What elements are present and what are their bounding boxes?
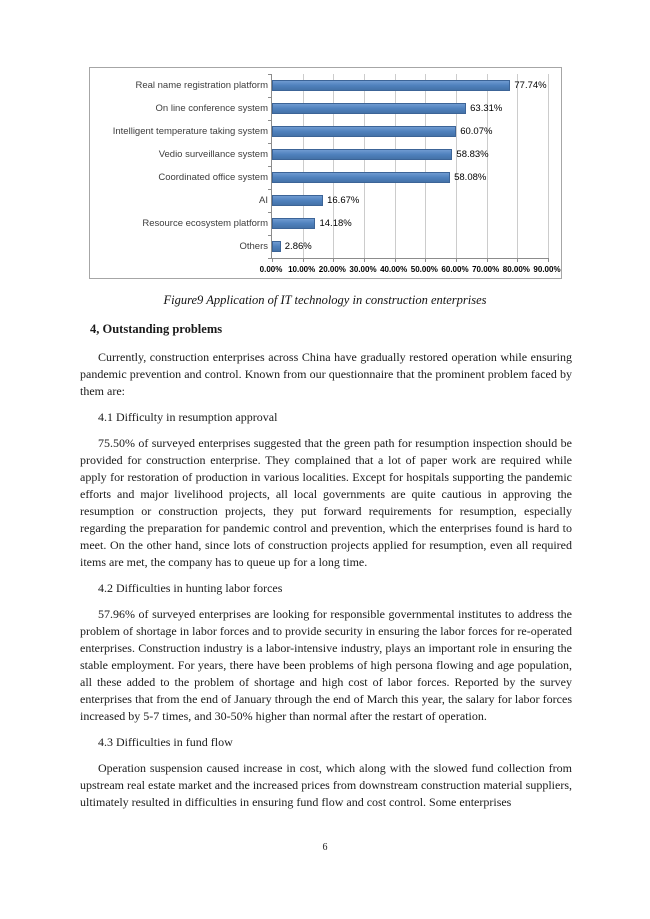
chart-category-axis [94,74,268,258]
x-axis-tick [395,258,396,262]
x-axis-tick-label: 20.00% [318,265,346,274]
category-label: Real name registration platform [135,80,268,91]
subsection-paragraph: 75.50% of surveyed enterprises suggested that the green path for resumption inspection should be provided for construction enterprise. They complained that a lot of paper work are required while apply for restoration of production in various localities. Except for hospitals supporting the pandemic efforts and major livelihood projects, all local governments are quite cautious in approving the resumption or construction projects, they put forward requirements for resumption, especially regarding the preparation for pandemic control and prevention, which the enterprises found is hard to meet. On the other hand, since lots of construction projects applied for resumption, even all required items are met, the company has to queue up for a long time. [80,436,572,569]
category-label: On line conference system [155,103,268,114]
bar-chart-figure9 [89,67,562,279]
x-axis-tick [487,258,488,262]
chart-bar [272,195,323,206]
x-axis-tick-label: 10.00% [288,265,316,274]
x-axis-tick [364,258,365,262]
y-axis-tick [268,212,272,213]
chart-bar-row [272,235,548,258]
category-label: Coordinated office system [158,172,268,183]
chart-bar [272,241,281,252]
subsection-heading: 4.3 Difficulties in fund flow [98,735,233,749]
x-axis-tick-label: 80.00% [502,265,530,274]
bar-value-label: 77.74% [514,80,547,91]
y-axis-tick [268,143,272,144]
x-axis-tick [333,258,334,262]
chart-bar [272,126,456,137]
x-axis-tick [272,258,273,262]
document-body [80,322,572,820]
x-axis-tick [517,258,518,262]
y-axis-tick [268,120,272,121]
y-axis-tick [268,97,272,98]
chart-bar [272,149,452,160]
x-axis-tick [456,258,457,262]
chart-bar-row [272,97,548,120]
chart-bar [272,218,315,229]
x-axis-tick-label: 60.00% [441,265,469,274]
x-axis-tick-label: 40.00% [380,265,408,274]
bar-value-label: 2.86% [284,241,312,252]
subsections [80,409,572,811]
category-label: Intelligent temperature taking system [112,126,268,137]
y-axis-tick [268,189,272,190]
bar-value-label: 16.67% [327,195,360,206]
y-axis-tick [268,166,272,167]
x-axis-tick-label: 30.00% [349,265,377,274]
section-heading: 4, Outstanding problems [90,322,223,336]
x-axis-tick-label: 50.00% [410,265,438,274]
category-label: Resource ecosystem platform [142,218,268,229]
chart-bars [272,74,548,258]
chart-bar [272,80,510,91]
chart-gridline [548,74,549,258]
chart-bar-row [272,74,548,97]
subsection-heading: 4.1 Difficulty in resumption approval [98,410,278,424]
bar-value-label: 63.31% [470,103,503,114]
chart-x-axis-labels [259,265,561,277]
chart-bar-row [272,120,548,143]
chart-bar [272,103,466,114]
bar-value-label: 60.07% [460,126,493,137]
chart-bar-row [272,189,548,212]
category-label: AI [259,195,268,206]
chart-bar-row [272,143,548,166]
chart-plot-area [271,74,548,259]
x-axis-tick [303,258,304,262]
bar-value-label: 14.18% [319,218,352,229]
chart-bar-row [272,212,548,235]
x-axis-tick [425,258,426,262]
y-axis-tick [268,74,272,75]
chart-bar [272,172,450,183]
figure-caption: Figure9 Application of IT technology in construction enterprises [163,293,487,307]
category-label: Vedio surveillance system [158,149,268,160]
y-axis-tick [268,258,272,259]
category-label: Others [239,241,268,252]
page-number: 6 [322,842,328,853]
subsection-heading: 4.2 Difficulties in hunting labor forces [98,581,283,595]
intro-paragraph: Currently, construction enterprises across China have gradually restored operation while ensuring pandemic prevention and control. Known from our questionnaire that the prominent problem faced by them are: [80,350,572,398]
bar-value-label: 58.08% [454,172,487,183]
subsection-paragraph: Operation suspension caused increase in cost, which along with the slowed fund collection from upstream real estate market and the increased prices from downstream construction material suppliers, ultimately resulted in difficulties in ensuring fund flow and cost control. Some enterprises [80,761,572,809]
y-axis-tick [268,235,272,236]
subsection-paragraph: 57.96% of surveyed enterprises are looking for responsible governmental institutes to address the problem of shortage in labor forces and to provide security in ensuring the labor forces for re-operated enterprises. Construction industry is a labor-intensive industry, plays an important role in ensuring the stable employment. For years, there have been problems of high persona flowing and age population, all these added to the problem of shortage and high cost of labor forces. Reported by the survey enterprises that from the end of January through the end of March this year, the salary for labor forces increased by 5-7 times, and 30-50% higher than normal after the restart of operation. [80,607,572,723]
x-axis-tick [548,258,549,262]
x-axis-tick-label: 70.00% [472,265,500,274]
chart-bar-row [272,166,548,189]
x-axis-tick-label: 0.00% [259,265,283,274]
x-axis-tick-label: 90.00% [533,265,561,274]
bar-value-label: 58.83% [456,149,489,160]
